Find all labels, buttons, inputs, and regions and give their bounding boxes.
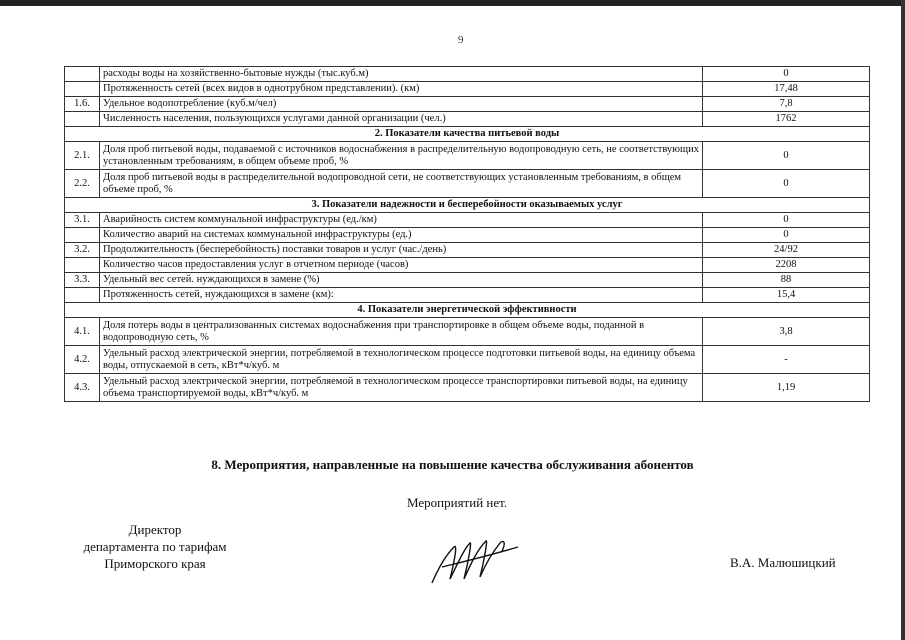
row-number: 3.2.	[65, 243, 100, 258]
indicator-name: Доля потерь воды в централизованных системах водоснабжения при транспортировке в общем объеме воды, поданной в водопроводную сеть, %	[100, 318, 703, 346]
table-row	[65, 288, 870, 303]
signer-name: В.А. Малюшицкий	[730, 555, 836, 570]
table-row	[65, 243, 870, 258]
indicator-name: Протяженность сетей (всех видов в однотрубном представлении). (км)	[100, 82, 703, 97]
signer-title-line: Приморского края	[104, 556, 206, 571]
table-row	[65, 318, 870, 346]
table-row	[65, 258, 870, 273]
indicator-name: Удельный расход электрической энергии, потребляемой в технологическом процессе подготовки питьевой воды, на единицу объема воды, отпускаемой в сеть, кВт*ч/куб. м	[100, 346, 703, 374]
section-title: 2. Показатели качества питьевой воды	[65, 127, 870, 142]
row-number: 4.1.	[65, 318, 100, 346]
table-row	[65, 346, 870, 374]
indicator-value: 3,8	[703, 318, 870, 346]
handwritten-signature	[428, 533, 523, 589]
indicator-value: 0	[703, 170, 870, 198]
indicator-name: Удельный расход электрической энергии, потребляемой в технологическом процессе транспортировки питьевой воды, на единицу объема транспортируемой воды, кВт*ч/куб. м	[100, 374, 703, 402]
indicator-name: Численность населения, пользующихся услугами данной организации (чел.)	[100, 112, 703, 127]
table-row	[65, 112, 870, 127]
signer-title	[60, 521, 250, 572]
section-8-heading: 8. Мероприятия, направленные на повышение качества обслуживания абонентов	[211, 457, 694, 472]
table-row	[65, 170, 870, 198]
row-number: 2.2.	[65, 170, 100, 198]
indicator-name: Удельный вес сетей. нуждающихся в замене (%)	[100, 273, 703, 288]
table-row	[65, 97, 870, 112]
row-number	[65, 228, 100, 243]
indicator-value: 0	[703, 228, 870, 243]
table-row	[65, 82, 870, 97]
indicators-table	[64, 66, 870, 402]
row-number: 2.1.	[65, 142, 100, 170]
page-number: 9	[458, 34, 464, 46]
indicator-value: 15,4	[703, 288, 870, 303]
indicator-value: -	[703, 346, 870, 374]
signer-title-line: Директор	[128, 522, 182, 537]
section-header-row	[65, 198, 870, 213]
indicator-value: 2208	[703, 258, 870, 273]
indicator-name: Доля проб питьевой воды, подаваемой с источников водоснабжения в распределительную водопроводную сеть, не соответствующих установленным требованиям, в общем объеме проб, %	[100, 142, 703, 170]
scan-top-edge	[0, 0, 905, 6]
indicator-value: 1,19	[703, 374, 870, 402]
signer-title-line: департамента по тарифам	[83, 539, 227, 554]
indicator-name: Доля проб питьевой воды в распределительной водопроводной сети, не соответствующих установленным требованиям, в общем объеме проб, %	[100, 170, 703, 198]
indicator-value: 24/92	[703, 243, 870, 258]
table-row	[65, 273, 870, 288]
indicator-value: 0	[703, 67, 870, 82]
row-number: 3.3.	[65, 273, 100, 288]
indicator-value: 1762	[703, 112, 870, 127]
indicator-name: Удельное водопотребление (куб.м/чел)	[100, 97, 703, 112]
indicator-name: Аварийность систем коммунальной инфраструктуры (ед./км)	[100, 213, 703, 228]
section-header-row	[65, 303, 870, 318]
section-title: 4. Показатели энергетической эффективности	[65, 303, 870, 318]
indicator-value: 0	[703, 213, 870, 228]
indicator-name: Количество часов предоставления услуг в отчетном периоде (часов)	[100, 258, 703, 273]
indicator-value: 88	[703, 273, 870, 288]
indicator-name: расходы воды на хозяйственно-бытовые нужды (тыс.куб.м)	[100, 67, 703, 82]
indicator-name: Протяженность сетей, нуждающихся в замене (км):	[100, 288, 703, 303]
table-row	[65, 228, 870, 243]
row-number: 3.1.	[65, 213, 100, 228]
row-number	[65, 258, 100, 273]
indicator-value: 7,8	[703, 97, 870, 112]
table-row	[65, 374, 870, 402]
indicator-name: Количество аварий на системах коммунальной инфраструктуры (ед.)	[100, 228, 703, 243]
scan-right-edge	[901, 0, 905, 640]
no-measures-text: Мероприятий нет.	[407, 495, 508, 510]
indicator-value: 17,48	[703, 82, 870, 97]
section-header-row	[65, 127, 870, 142]
indicator-value: 0	[703, 142, 870, 170]
row-number	[65, 67, 100, 82]
indicator-name: Продолжительность (бесперебойность) поставки товаров и услуг (час./день)	[100, 243, 703, 258]
row-number: 1.6.	[65, 97, 100, 112]
table-row	[65, 213, 870, 228]
row-number: 4.2.	[65, 346, 100, 374]
row-number	[65, 82, 100, 97]
row-number: 4.3.	[65, 374, 100, 402]
row-number	[65, 112, 100, 127]
section-title: 3. Показатели надежности и бесперебойности оказываемых услуг	[65, 198, 870, 213]
table-row	[65, 67, 870, 82]
row-number	[65, 288, 100, 303]
table-row	[65, 142, 870, 170]
